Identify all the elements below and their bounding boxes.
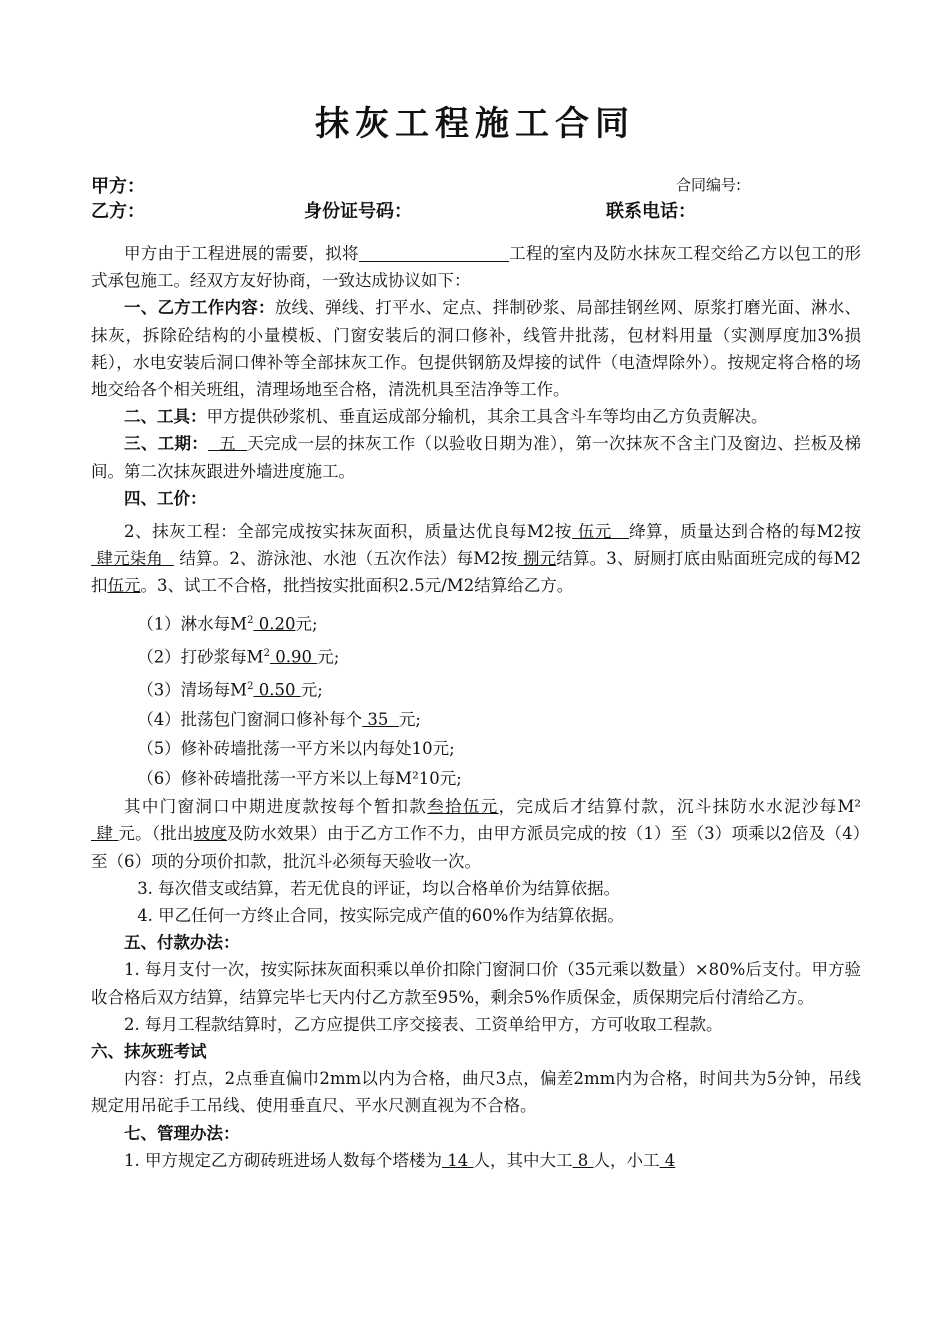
square-superscript: 2 bbox=[263, 647, 270, 659]
pricing-text-3: 结算。2、游泳池、水池（五次作法）每M2按 bbox=[173, 549, 518, 569]
unit-price-suffix: 元; bbox=[300, 680, 323, 700]
id-number-label: 身份证号码： bbox=[304, 201, 412, 222]
price-pool: 捌元 bbox=[517, 549, 557, 569]
section-7-item-1 bbox=[91, 1147, 861, 1174]
section-5-heading: 五、付款办法： bbox=[124, 933, 240, 953]
section-4-item-4: 4. 甲乙任何一方终止合同，按实际完成产值的60%作为结算依据。 bbox=[137, 905, 624, 925]
section-2 bbox=[91, 403, 861, 430]
section-4-deposit-paragraph bbox=[91, 793, 861, 875]
staffing-text-2: 人，其中大工 bbox=[473, 1150, 573, 1170]
unit-price-item bbox=[91, 672, 861, 705]
section-5-item-2: 2. 每月工程款结算时，乙方应提供工序交接表、工资单给甲方，方可收取工程款。 bbox=[124, 1014, 723, 1034]
pricing-text-2: 绛算，质量达到合格的每M2按 bbox=[629, 522, 861, 542]
unit-price-suffix: 元; bbox=[398, 709, 421, 729]
section-1-text: 放线、弹线、打平水、定点、拌制砂浆、局部挂钢丝网、原浆打磨光面、淋水、抹灰，拆除砼结构的小量模板、门窗安装后的洞口修补，线管井批荡，包材料用量（实测厚度加3%损耗），水电安装后洞口俾补等全部抹灰工作。包提供钢筋及焊接的试件（电渣焊除外）。按规定将合格的场地交给各个相关班组，清理场地至合格，清洗机具至洁净等工作。 bbox=[91, 298, 862, 400]
section-1-heading: 一、乙方工作内容： bbox=[124, 298, 275, 318]
unit-price-item bbox=[91, 705, 861, 735]
price-excellent: 伍元 bbox=[571, 522, 630, 542]
unit-price-value: 0.90 bbox=[269, 647, 318, 667]
staff-skilled: 8 bbox=[572, 1150, 594, 1170]
intro-text-pre: 甲方由于工程进展的需要，拟将 bbox=[124, 244, 359, 263]
unit-price-label: （6）修补砖墙批荡一平方米以上每M²10元; bbox=[137, 768, 462, 788]
unit-price-item bbox=[91, 639, 861, 672]
deposit-text-2: ，完成后才结算付款，沉斗抹防水水泥沙每M² bbox=[498, 797, 862, 817]
price-deduction: 伍元 bbox=[107, 576, 141, 596]
staffing-text-1: 1. 甲方规定乙方砌砖班进场人数每个塔楼为 bbox=[124, 1150, 442, 1170]
section-6-text: 内容：打点，2点垂直偏巾2mm以内为合格，曲尺3点，偏差2mm内为合格，时间共为5分钟，吊线规定用吊砣手工吊线、使用垂直尺、平水尺测直视为不合格。 bbox=[91, 1069, 861, 1116]
unit-price-suffix: 元; bbox=[295, 614, 318, 634]
unit-price-label: （3）清场每M bbox=[137, 680, 248, 700]
section-4-pricing-paragraph bbox=[91, 518, 861, 600]
pricing-text-4: 结算。3、厨厕打底由贴面班完成的每M2扣 bbox=[91, 549, 861, 596]
section-2-heading: 二、工具： bbox=[124, 407, 207, 427]
contract-body bbox=[91, 240, 861, 1174]
section-3-text: 天完成一层的抹灰工作（以验收日期为准），第一次抹灰不含主门及窗边、拦板及梯间。第二次抹灰跟进外墙进度施工。 bbox=[91, 434, 862, 481]
deposit-text-4: 及防水效果）由于乙方工作不力，由甲方派员完成的按（1）至（3）项乘以2倍及（4）至（6）项的分项价扣款，批沉斗必须每天验收一次。 bbox=[91, 824, 861, 871]
document-title: 抹灰工程施工合同 bbox=[315, 104, 635, 144]
deposit-amount: 叁拾伍元 bbox=[427, 797, 499, 817]
pricing-text-5: 。3、试工不合格，批挡按实批面积2.5元/M2结算给乙方。 bbox=[140, 576, 574, 596]
unit-price-label: （5）修补砖墙批荡一平方米以内每处10元; bbox=[137, 739, 455, 759]
section-2-text: 甲方提供砂浆机、垂直运成部分输机，其余工具含斗车等均由乙方负责解决。 bbox=[206, 407, 768, 427]
unit-price-item bbox=[91, 734, 861, 764]
staffing-text-3: 人，小工 bbox=[593, 1150, 660, 1170]
unit-price-label: （4）批荡包门窗洞口修补每个 bbox=[137, 709, 363, 729]
unit-price-item bbox=[91, 764, 861, 794]
square-superscript: 2 bbox=[247, 614, 254, 626]
section-6 bbox=[91, 1038, 861, 1065]
section-3 bbox=[91, 430, 861, 484]
period-days-value: 五 bbox=[208, 434, 248, 454]
section-1 bbox=[91, 294, 861, 403]
project-name-blank bbox=[359, 243, 509, 262]
staff-helpers: 4 bbox=[659, 1150, 676, 1170]
staff-total: 14 bbox=[442, 1150, 474, 1170]
square-superscript: 2 bbox=[247, 680, 254, 692]
unit-price-suffix: 元; bbox=[317, 647, 340, 667]
unit-price-label: （2）打砂浆每M bbox=[137, 647, 264, 667]
section-5 bbox=[91, 929, 861, 956]
unit-price-value: 0.20 bbox=[253, 614, 296, 634]
unit-price-value: 35 bbox=[362, 709, 399, 729]
party-a-label: 甲方： bbox=[91, 176, 145, 197]
slope-word: 坡度 bbox=[193, 824, 227, 844]
waterproof-price: 肆 bbox=[91, 824, 119, 844]
section-7-heading: 七、管理办法： bbox=[124, 1123, 240, 1143]
section-6-heading: 六、抹灰班考试 bbox=[91, 1041, 207, 1061]
section-4-item-3: 3. 每次借支或结算，若无优良的评证，均以合格单价为结算依据。 bbox=[137, 878, 621, 898]
pricing-text-1: 2、抹灰工程：全部完成按实抹灰面积，质量达优良每M2按 bbox=[124, 522, 572, 542]
intro-text-post: 工程的室内及防水抹灰工程交给乙方以包工的形式承包施工。经双方友好协商，一致达成协议如下： bbox=[91, 244, 862, 291]
price-qualified: 肆元柒角 bbox=[91, 549, 174, 569]
contract-number-label: 合同编号: bbox=[676, 176, 742, 194]
party-b-label: 乙方： bbox=[91, 201, 145, 222]
section-5-item-1: 1. 每月支付一次，按实际抹灰面积乘以单价扣除门窗洞口价（35元乘以数量）×80%后支付。甲方验收合格后双方结算，结算完毕七天内付乙方款至95%，剩余5%作质保金，质保期完后付清给乙方。 bbox=[91, 960, 861, 1007]
section-4 bbox=[91, 485, 861, 512]
unit-price-item bbox=[91, 606, 861, 639]
unit-price-list bbox=[91, 606, 861, 794]
section-4-heading: 四、工价： bbox=[124, 488, 207, 508]
deposit-text-1: 其中门窗洞口中期进度款按每个暂扣款 bbox=[124, 797, 428, 817]
phone-label: 联系电话： bbox=[606, 201, 696, 222]
section-7 bbox=[91, 1120, 861, 1147]
deposit-text-3: 元。（批出 bbox=[118, 824, 194, 844]
section-3-heading: 三、工期： bbox=[124, 434, 209, 454]
intro-paragraph bbox=[91, 240, 861, 294]
unit-price-value: 0.50 bbox=[253, 680, 301, 700]
unit-price-label: （1）淋水每M bbox=[137, 614, 248, 634]
